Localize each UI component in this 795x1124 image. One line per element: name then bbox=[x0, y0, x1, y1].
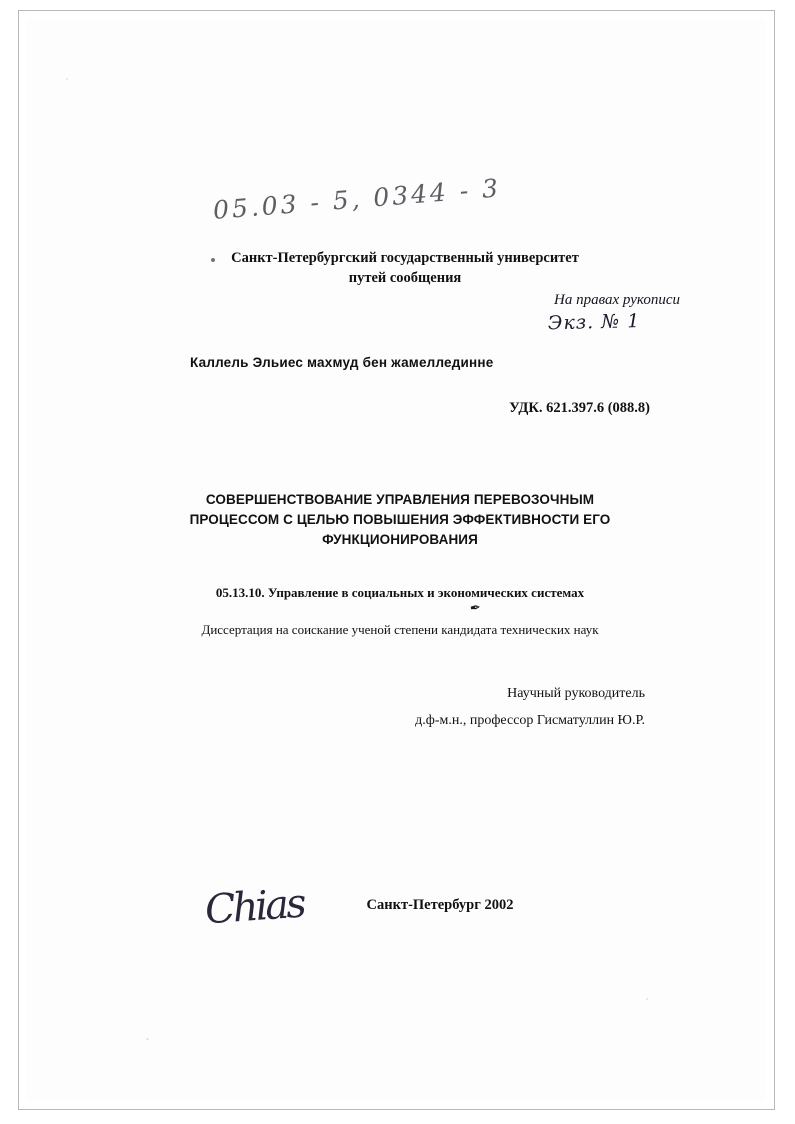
city-and-year: Санкт-Петербург 2002 bbox=[366, 897, 514, 913]
copy-number: Экз. № 1 bbox=[547, 310, 641, 335]
supervisor-name: д.ф-м.н., профессор Гисматуллин Ю.Р. bbox=[415, 713, 645, 728]
title-line-3: ФУНКЦИОНИРОВАНИЯ bbox=[322, 532, 478, 547]
udk-code: УДК. 621.397.6 (088.8) bbox=[509, 400, 650, 416]
university-name bbox=[190, 248, 620, 288]
ink-stamp-icon: ✒ bbox=[469, 600, 482, 617]
title-line-2: ПРОЦЕССОМ С ЦЕЛЬЮ ПОВЫШЕНИЯ ЭФФЕКТИВНОСТИ ЕГО bbox=[189, 512, 611, 527]
supervisor-label: Научный руководитель bbox=[507, 686, 645, 701]
title-line-1: СОВЕРШЕНСТВОВАНИЕ УПРАВЛЕНИЯ ПЕРЕВОЗОЧНЫМ bbox=[205, 492, 595, 507]
university-name-line-1: Санкт-Петербургский государственный университет bbox=[231, 250, 579, 266]
degree-statement: Диссертация на соискание ученой степени кандидата технических наук bbox=[201, 622, 599, 637]
manuscript-rights-note: На правах рукописи bbox=[554, 292, 680, 308]
speciality-code: 05.13.10. Управление в социальных и экономических системах bbox=[215, 585, 585, 600]
scan-speck bbox=[646, 998, 648, 1000]
handwritten-shelf-mark: 05.03 - 5, 0344 - 3 bbox=[212, 173, 502, 225]
handwritten-signature: Chias bbox=[203, 880, 306, 934]
author-name: Каллель Эльиес махмуд бен жамеллединне bbox=[190, 355, 494, 370]
dissertation-title bbox=[150, 490, 650, 550]
scan-speck bbox=[146, 1038, 149, 1040]
scan-speck bbox=[66, 78, 68, 80]
university-name-line-2: путей сообщения bbox=[348, 270, 462, 286]
